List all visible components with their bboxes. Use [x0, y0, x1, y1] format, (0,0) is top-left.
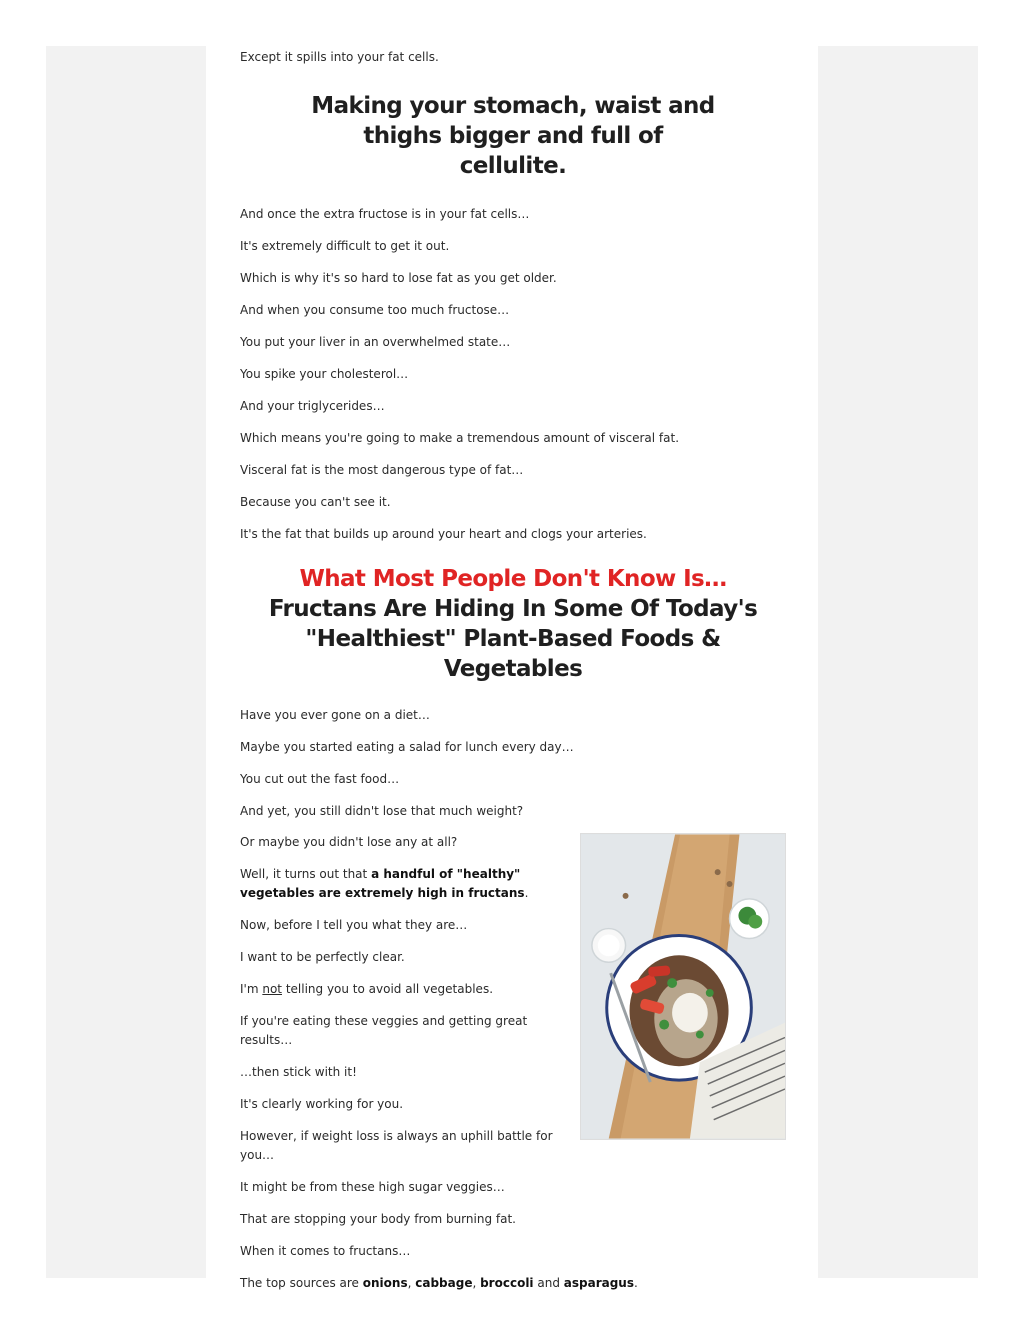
source-broccoli: broccoli: [480, 1276, 534, 1290]
paragraph: It's clearly working for you.: [240, 1097, 404, 1111]
salad-plate-photo: [580, 833, 786, 1140]
text-segment: ,: [472, 1276, 481, 1290]
paragraph: It's extremely difficult to get it out.: [240, 239, 450, 253]
text-segment: Well, it turns out that: [240, 867, 372, 881]
paragraph: …then stick with it!: [240, 1065, 357, 1079]
intro-line: Except it spills into your fat cells.: [240, 50, 439, 64]
paragraph: I want to be perfectly clear.: [240, 950, 405, 964]
paragraph: When it comes to fructans…: [240, 1244, 411, 1258]
paragraph: Visceral fat is the most dangerous type of fat…: [240, 463, 524, 477]
paragraph: If you're eating these veggies and getting great results…: [240, 1014, 528, 1047]
headline-red-line: What Most People Don't Know Is…: [299, 566, 727, 592]
paragraph-top-sources: [240, 1274, 786, 1293]
right-side-panel: [818, 46, 978, 1278]
paragraph: It might be from these high sugar veggies…: [240, 1180, 505, 1194]
headline-dark-line: Fructans Are Hiding In Some Of Today's "Healthiest" Plant-Based Foods & Vegetables: [268, 596, 758, 682]
text-segment: .: [524, 886, 529, 900]
text-segment: .: [633, 1276, 638, 1290]
underlined-word: not: [262, 982, 282, 996]
paragraph: Which is why it's so hard to lose fat as you get older.: [240, 271, 557, 285]
bold-phrase: a handful of "healthy" vegetables are extremely high in fructans: [240, 867, 525, 900]
paragraph: You put your liver in an overwhelmed state…: [240, 335, 511, 349]
paragraph: And yet, you still didn't lose that much weight?: [240, 804, 524, 818]
paragraph: And when you consume too much fructose…: [240, 303, 510, 317]
paragraph: Maybe you started eating a salad for lunch every day…: [240, 740, 574, 754]
headline-cellulite: Making your stomach, waist and thighs bigger and full of cellulite.: [311, 93, 715, 179]
paragraph: Have you ever gone on a diet…: [240, 708, 430, 722]
text-segment: I'm: [240, 982, 263, 996]
paragraph: That are stopping your body from burning fat.: [240, 1212, 516, 1226]
paragraph: Because you can't see it.: [240, 495, 391, 509]
headline-fructans: [240, 564, 786, 684]
article-body: [240, 46, 786, 1306]
paragraph: It's the fat that builds up around your heart and clogs your arteries.: [240, 527, 647, 541]
paragraph: Or maybe you didn't lose any at all?: [240, 835, 458, 849]
source-asparagus: asparagus: [563, 1276, 634, 1290]
paragraph: And your triglycerides…: [240, 399, 385, 413]
paragraph: Now, before I tell you what they are…: [240, 918, 468, 932]
left-side-panel: [46, 46, 206, 1278]
source-onions: onions: [362, 1276, 408, 1290]
text-segment: and: [533, 1276, 564, 1290]
paragraph: Which means you're going to make a tremendous amount of visceral fat.: [240, 431, 680, 445]
paragraph: And once the extra fructose is in your fat cells…: [240, 207, 530, 221]
paragraph: However, if weight loss is always an uphill battle for you…: [240, 1129, 553, 1162]
text-segment: telling you to avoid all vegetables.: [282, 982, 494, 996]
food-photo-illustration: [581, 834, 785, 1139]
text-segment: ,: [407, 1276, 416, 1290]
paragraph: You cut out the fast food…: [240, 772, 400, 786]
paragraph: You spike your cholesterol…: [240, 367, 409, 381]
text-segment: The top sources are: [240, 1276, 363, 1290]
source-cabbage: cabbage: [415, 1276, 473, 1290]
